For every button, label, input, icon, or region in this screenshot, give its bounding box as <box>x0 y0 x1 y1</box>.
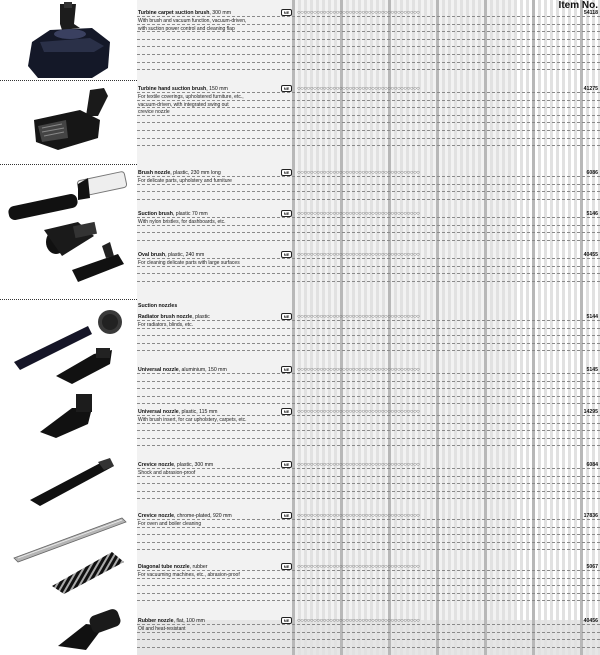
order-circles: ○○○○○○○○○○○○○○○○○○○○○○○○○○○○○○○○○○○○○○ <box>297 314 420 320</box>
product-description: With nylon bristles, for dashboards, etc. <box>138 219 226 225</box>
rule-line <box>137 632 600 633</box>
item-number: 54118 <box>583 10 598 16</box>
ne-badge: NE <box>281 512 292 519</box>
product-name: Turbine carpet suction brush <box>138 10 210 16</box>
order-circles: ○○○○○○○○○○○○○○○○○○○○○○○○○○○○○○○○○○○○○○ <box>297 170 420 176</box>
product-title <box>138 211 208 217</box>
product-spec: , plastic <box>192 314 210 320</box>
rule-line <box>137 445 600 446</box>
product-title <box>138 86 228 92</box>
radiator-brush-image <box>12 306 124 386</box>
rule-line <box>137 343 600 344</box>
ne-badge: NE <box>281 563 292 570</box>
rule-line <box>137 350 600 351</box>
product-description: For textile coverings, upholstered furniture, etc., <box>138 94 244 100</box>
product-entry <box>137 618 600 648</box>
product-name: Crevice nozzle <box>138 513 175 519</box>
product-title <box>138 618 205 624</box>
rule-line <box>137 438 600 439</box>
product-description: crevice nozzle <box>138 109 170 116</box>
product-spec: , plastic, 240 mm <box>165 252 205 258</box>
product-entry <box>137 211 600 241</box>
order-circles: ○○○○○○○○○○○○○○○○○○○○○○○○○○○○○○○○○○○○○○ <box>297 513 420 519</box>
rule-line <box>137 46 600 47</box>
product-entry <box>137 86 600 147</box>
item-number: 5146 <box>586 211 598 217</box>
item-number: 40456 <box>583 618 598 624</box>
ne-badge: NE <box>281 408 292 415</box>
product-description: vacuum-driven, with integrated swing out <box>138 101 229 108</box>
product-name: Diagonal tube nozzle <box>138 564 190 570</box>
diagonal-tube-nozzle-image <box>48 548 126 596</box>
product-spec: , rubber <box>189 564 208 570</box>
product-title <box>138 252 204 258</box>
product-spec: , plastic, 300 mm <box>174 462 214 468</box>
product-name: Radiator brush nozzle <box>138 314 193 320</box>
rule-line <box>137 600 600 601</box>
rule-line <box>137 240 600 241</box>
product-name: Oval brush <box>138 252 166 258</box>
rule-line <box>137 191 600 192</box>
product-spec: , 300 mm <box>209 10 232 16</box>
rule-line <box>137 130 600 131</box>
rule-line <box>137 328 600 329</box>
product-title <box>138 462 213 468</box>
product-spec: , chrome-plated, 920 mm <box>174 513 232 519</box>
product-entry <box>137 252 600 282</box>
product-entry <box>137 564 600 602</box>
rule-line <box>137 138 600 139</box>
rule-line <box>137 92 600 93</box>
product-name: Suction brush <box>138 211 173 217</box>
product-spec: , plastic, 230 mm long <box>170 170 221 176</box>
product-description: For radiators, blinds, etc. <box>138 322 194 328</box>
item-number-header: Item No. <box>558 0 598 11</box>
rule-line <box>137 542 600 543</box>
rule-line <box>137 381 600 382</box>
universal-nozzle-image <box>36 394 106 438</box>
ne-badge: NE <box>281 9 292 16</box>
turbine-carpet-brush-image <box>20 2 116 80</box>
product-name: Crevice nozzle <box>138 462 175 468</box>
ne-badge: NE <box>281 617 292 624</box>
rule-line <box>137 624 600 625</box>
item-number: 14295 <box>583 409 598 415</box>
rule-line <box>137 593 600 594</box>
rule-line <box>137 62 600 63</box>
rule-line <box>137 527 600 528</box>
rule-line <box>137 335 600 336</box>
order-circles: ○○○○○○○○○○○○○○○○○○○○○○○○○○○○○○○○○○○○○○ <box>297 252 420 258</box>
order-circles: ○○○○○○○○○○○○○○○○○○○○○○○○○○○○○○○○○○○○○○ <box>297 211 420 217</box>
product-entry <box>137 462 600 500</box>
product-name: Rubber nozzle <box>138 618 174 624</box>
product-title <box>138 10 231 16</box>
rule-line <box>137 491 600 492</box>
product-description: For delicate parts, upholstery and furniture <box>138 178 232 184</box>
product-description: With brush and vacuum function, vacuum-driven, <box>138 18 247 24</box>
product-spec: , aluminium, 150 mm <box>178 367 227 373</box>
ne-badge: NE <box>281 313 292 320</box>
product-title <box>138 513 232 519</box>
item-number: 6086 <box>586 170 598 176</box>
item-number: 40455 <box>583 252 598 258</box>
product-title <box>138 314 210 320</box>
product-name: Brush nozzle <box>138 170 171 176</box>
rule-line <box>137 430 600 431</box>
rule-line <box>137 388 600 389</box>
product-title <box>138 564 207 570</box>
product-description: Shock and abrasion-proof <box>138 470 196 476</box>
turbine-hand-brush-image <box>28 86 114 160</box>
rule-line <box>137 273 600 274</box>
order-circles: ○○○○○○○○○○○○○○○○○○○○○○○○○○○○○○○○○○○○○○ <box>297 462 420 468</box>
ne-badge: NE <box>281 366 292 373</box>
product-name: Turbine hand suction brush <box>138 86 207 92</box>
item-number: 5144 <box>586 314 598 320</box>
ne-badge: NE <box>281 251 292 258</box>
section-heading: Suction nozzles <box>138 303 178 309</box>
rule-line <box>137 16 600 17</box>
ne-badge: NE <box>281 210 292 217</box>
order-circles: ○○○○○○○○○○○○○○○○○○○○○○○○○○○○○○○○○○○○○○ <box>297 409 420 415</box>
product-title <box>138 367 227 373</box>
product-entry <box>137 10 600 71</box>
product-spec: , flat, 100 mm <box>173 618 205 624</box>
ne-badge: NE <box>281 169 292 176</box>
item-number: 5145 <box>586 367 598 373</box>
order-circles: ○○○○○○○○○○○○○○○○○○○○○○○○○○○○○○○○○○○○○○ <box>297 618 420 624</box>
product-description: with suction power control and cleaning flap <box>138 25 235 32</box>
rule-line <box>137 519 600 520</box>
section-separator <box>0 164 137 165</box>
rule-line <box>137 281 600 282</box>
product-spec: , 150 mm <box>206 86 228 92</box>
rule-line <box>137 476 600 477</box>
order-circles: ○○○○○○○○○○○○○○○○○○○○○○○○○○○○○○○○○○○○○○ <box>297 367 420 373</box>
order-circles: ○○○○○○○○○○○○○○○○○○○○○○○○○○○○○○○○○○○○○○ <box>297 86 420 92</box>
rule-line <box>137 403 600 404</box>
section-separator <box>0 299 137 300</box>
product-entry <box>137 409 600 447</box>
product-description: With brush insert, for car upholstery, carpets, etc. <box>138 417 247 423</box>
item-number: 17836 <box>583 513 598 519</box>
rule-line <box>137 498 600 499</box>
product-spec: , plastic, 115 mm <box>178 409 218 415</box>
rule-line <box>137 199 600 200</box>
rule-line <box>137 145 600 146</box>
rule-line <box>137 396 600 397</box>
product-description: For oven and boiler cleaning <box>138 521 202 527</box>
product-name: Universal nozzle <box>138 409 179 415</box>
ne-badge: NE <box>281 85 292 92</box>
product-description: For vacuuming machines, etc., abrasion-proof <box>138 572 240 578</box>
rule-line <box>137 232 600 233</box>
order-circles: ○○○○○○○○○○○○○○○○○○○○○○○○○○○○○○○○○○○○○○ <box>297 564 420 570</box>
rule-line <box>137 468 600 469</box>
item-number: 5067 <box>586 564 598 570</box>
rule-line <box>137 415 600 416</box>
product-spec: , plastic 70 mm <box>172 211 208 217</box>
item-number: 6084 <box>586 462 598 468</box>
rule-line <box>137 570 600 571</box>
rule-line <box>137 217 600 218</box>
product-entry <box>137 367 600 405</box>
rule-line <box>137 534 600 535</box>
rule-line <box>137 39 600 40</box>
ne-badge: NE <box>281 461 292 468</box>
order-circles: ○○○○○○○○○○○○○○○○○○○○○○○○○○○○○○○○○○○○○○ <box>297 10 420 16</box>
rule-line <box>137 69 600 70</box>
rule-line <box>137 483 600 484</box>
rubber-nozzle-image <box>56 604 126 650</box>
rule-line <box>137 122 600 123</box>
brush-nozzle-image <box>6 170 131 296</box>
rule-line <box>137 373 600 374</box>
rule-line <box>137 585 600 586</box>
rule-line <box>137 639 600 640</box>
section-separator <box>0 80 137 81</box>
product-name: Universal nozzle <box>138 367 179 373</box>
item-number: 41275 <box>583 86 598 92</box>
product-title <box>138 409 217 415</box>
product-entry <box>137 314 600 352</box>
product-description: For cleaning delicate parts with large surfaces <box>138 260 240 266</box>
rule-line <box>137 647 600 648</box>
rule-line <box>137 54 600 55</box>
product-entry <box>137 513 600 551</box>
product-entry <box>137 170 600 200</box>
product-title <box>138 170 221 176</box>
product-description: Oil and heat-resistant <box>138 626 186 632</box>
rule-line <box>137 115 600 116</box>
rule-line <box>137 549 600 550</box>
rule-line <box>137 320 600 321</box>
rule-line <box>137 176 600 177</box>
crevice-nozzle-plastic-image <box>26 454 116 506</box>
rule-line <box>137 258 600 259</box>
